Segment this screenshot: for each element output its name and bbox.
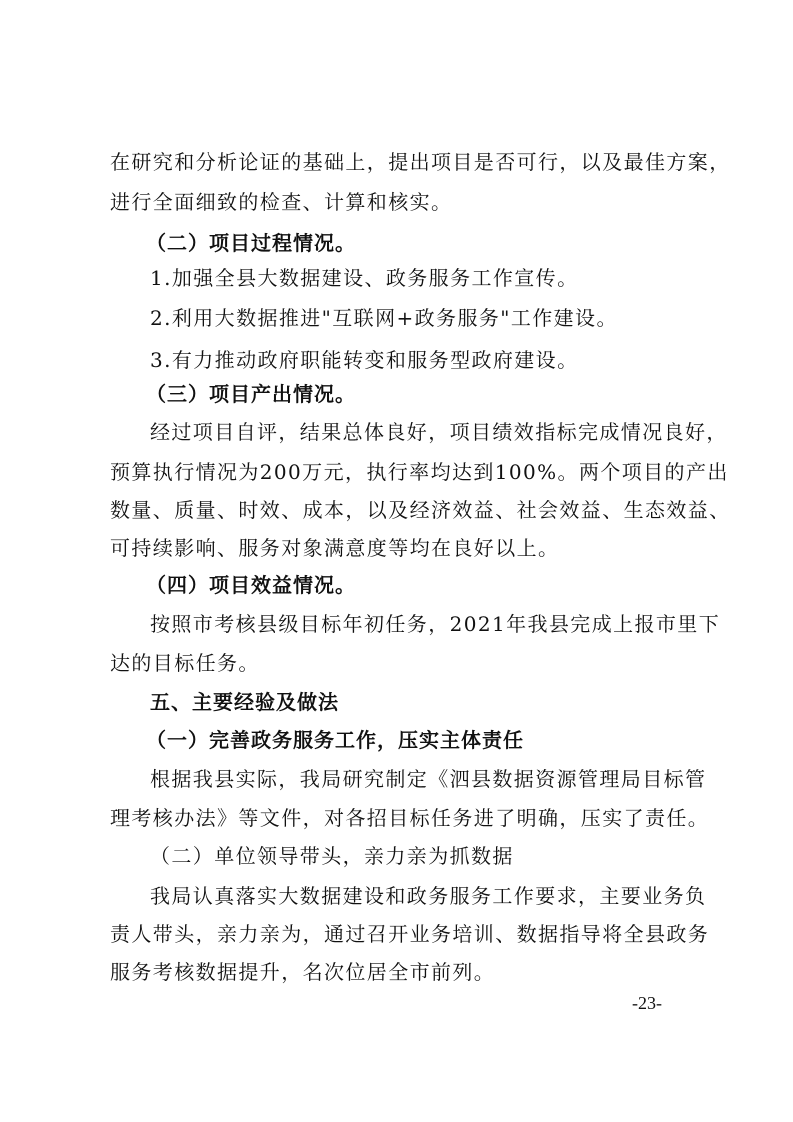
paragraph-line: 服务考核数据提升，名次位居全市前列。 [110, 960, 496, 984]
section-heading: （四）项目效益情况。 [146, 573, 356, 597]
section-heading: （二）单位领导带头，亲力亲为抓数据 [150, 844, 514, 868]
paragraph-line: 达的目标任务。 [110, 651, 260, 675]
paragraph-line: 可持续影响、服务对象满意度等均在良好以上。 [110, 536, 560, 560]
section-heading: （二）项目过程情况。 [146, 231, 356, 255]
paragraph-line: 在研究和分析论证的基础上，提出项目是否可行，以及最佳方案， [110, 150, 731, 174]
paragraph-line: 理考核办法》等文件，对各招目标任务进了明确，压实了责任。 [110, 806, 710, 830]
paragraph-line: 进行全面细致的检查、计算和核实。 [110, 190, 453, 214]
section-heading: （三）项目产出情况。 [146, 382, 356, 406]
list-item: 1.加强全县大数据建设、政务服务工作宣传。 [150, 266, 579, 290]
paragraph-line: 按照市考核县级目标年初任务，2021年我县完成上报市里下 [150, 612, 721, 636]
paragraph-line: 我局认真落实大数据建设和政务服务工作要求，主要业务负 [150, 884, 707, 908]
page-number: -23- [632, 993, 662, 1013]
paragraph-line: 经过项目自评，结果总体良好，项目绩效指标完成情况良好， [150, 420, 728, 444]
paragraph-line: 预算执行情况为200万元，执行率均达到100%。两个项目的产出 [110, 460, 729, 484]
section-heading: 五、主要经验及做法 [150, 690, 339, 714]
section-heading: （一）完善政务服务工作，压实主体责任 [146, 728, 524, 752]
paragraph-line: 根据我县实际，我局研究制定《泗县数据资源管理局目标管 [150, 767, 707, 791]
list-item: 2.利用大数据推进"互联网+政务服务"工作建设。 [150, 306, 618, 330]
paragraph-line: 数量、质量、时效、成本，以及经济效益、社会效益、生态效益、 [110, 498, 731, 522]
list-item: 3.有力推动政府职能转变和服务型政府建设。 [150, 348, 579, 372]
paragraph-line: 责人带头，亲力亲为，通过召开业务培训、数据指导将全县政务 [110, 922, 710, 946]
